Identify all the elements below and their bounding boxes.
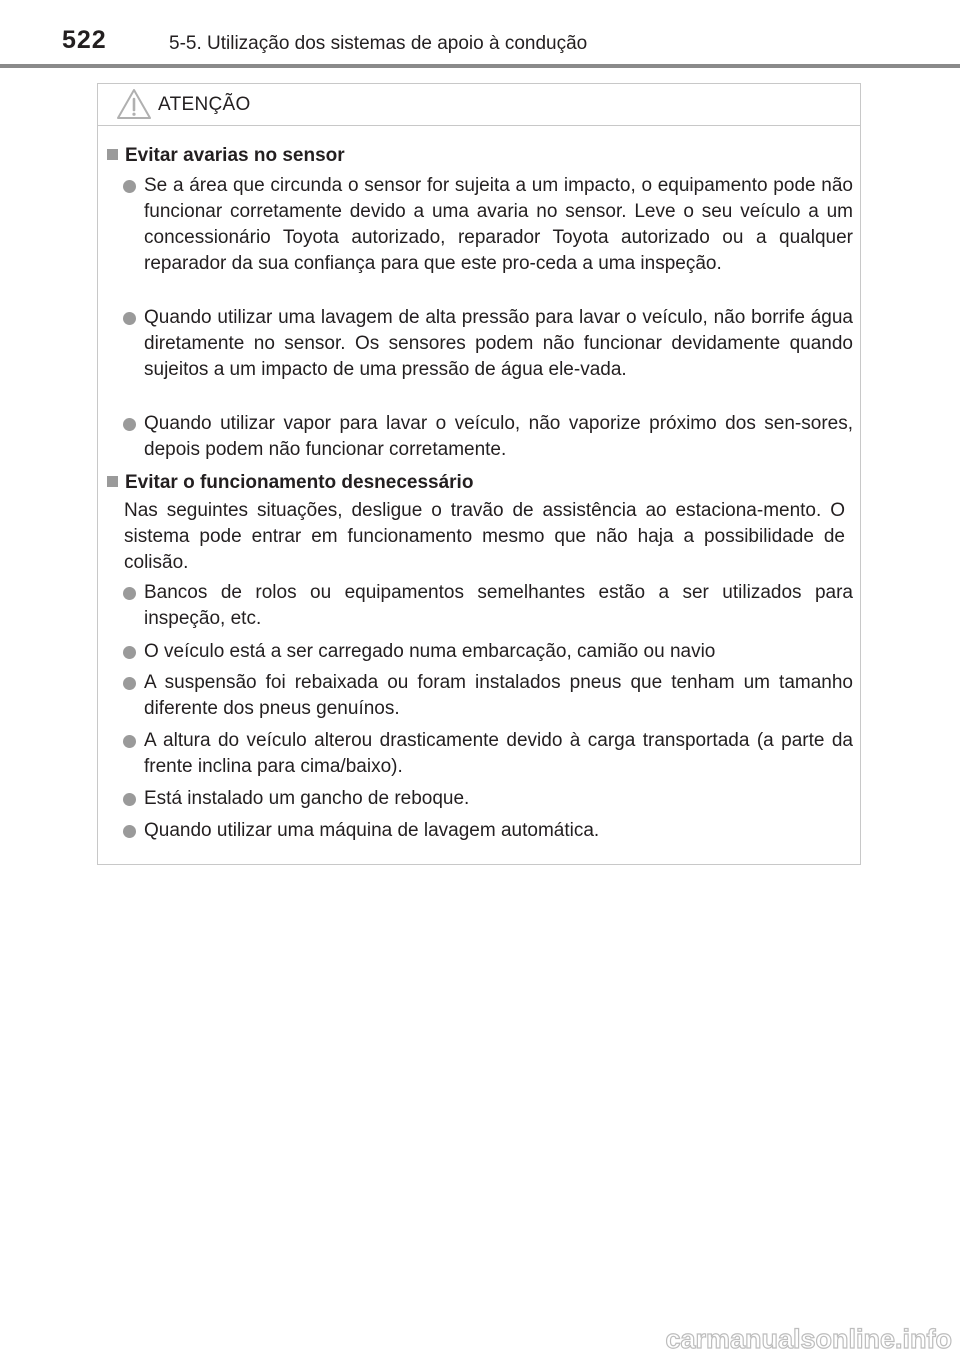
round-bullet-icon [123, 825, 136, 838]
round-bullet-icon [123, 180, 136, 193]
warning-triangle-icon [116, 88, 152, 120]
warning-header [98, 84, 860, 126]
list-item [123, 786, 853, 812]
list-item-text: Se a área que circunda o sensor for sujeita a um impacto, o equipamento pode não funcionar corretamente devido a uma avaria no sensor. Leve o seu veículo a um concessionário Toyota autorizado, reparador Toyota autorizado ou a qualquer reparador da sua confiança para que este pro-ceda a uma inspeção. [144, 175, 853, 274]
round-bullet-icon [123, 735, 136, 748]
round-bullet-icon [123, 418, 136, 431]
square-bullet-icon [107, 476, 118, 487]
list-item-text: O veículo está a ser carregado numa embarcação, camião ou navio [144, 641, 716, 662]
round-bullet-icon [123, 646, 136, 659]
list-item [123, 411, 853, 463]
list-item [123, 639, 853, 665]
list-item-text: Quando utilizar uma máquina de lavagem automática. [144, 820, 600, 841]
list-item-text: Quando utilizar uma lavagem de alta pressão para lavar o veículo, não borrife água diretamente no sensor. Os sensores podem não funcionar devidamente quando sujeitos a um impacto de uma pressão de água ele-vada. [144, 307, 853, 380]
round-bullet-icon [123, 793, 136, 806]
list-item [123, 173, 853, 277]
round-bullet-icon [123, 587, 136, 600]
list-item [123, 305, 853, 383]
list-item [123, 580, 853, 632]
page-header [0, 0, 960, 68]
section-heading [107, 143, 345, 169]
section-heading [107, 470, 473, 496]
square-bullet-icon [107, 149, 118, 160]
section-title: 5-5. Utilização dos sistemas de apoio à condução [169, 33, 588, 54]
section-heading-text: Evitar o funcionamento desnecessário [125, 472, 474, 493]
section-intro: Nas seguintes situações, desligue o travão de assistência ao estaciona-mento. O sistema pode entrar em funcionamento mesmo que não haja a possibilidade de colisão. [124, 500, 845, 573]
list-item-text: Está instalado um gancho de reboque. [144, 788, 470, 809]
watermark-text: carmanualsonline.info [665, 1324, 952, 1354]
round-bullet-icon [123, 312, 136, 325]
list-item-text: Bancos de rolos ou equipamentos semelhantes estão a ser utilizados para inspeção, etc. [144, 582, 853, 629]
warning-box [97, 83, 861, 865]
list-item-text: A suspensão foi rebaixada ou foram instalados pneus que tenham um tamanho diferente dos pneus genuínos. [144, 672, 853, 719]
list-item-text: A altura do veículo alterou drasticamente devido à carga transportada (a parte da frente inclina para cima/baixo). [144, 730, 853, 777]
section-heading-text: Evitar avarias no sensor [125, 145, 345, 166]
header-rule [0, 64, 960, 68]
watermark [622, 1318, 952, 1358]
list-item-text: Quando utilizar vapor para lavar o veículo, não vaporize próximo dos sen-sores, depois podem não funcionar corretamente. [144, 413, 853, 460]
warning-title: ATENÇÃO [158, 94, 251, 115]
round-bullet-icon [123, 677, 136, 690]
page-number: 522 [62, 26, 107, 54]
list-item [123, 670, 853, 722]
list-item [123, 818, 853, 844]
list-item [123, 728, 853, 780]
